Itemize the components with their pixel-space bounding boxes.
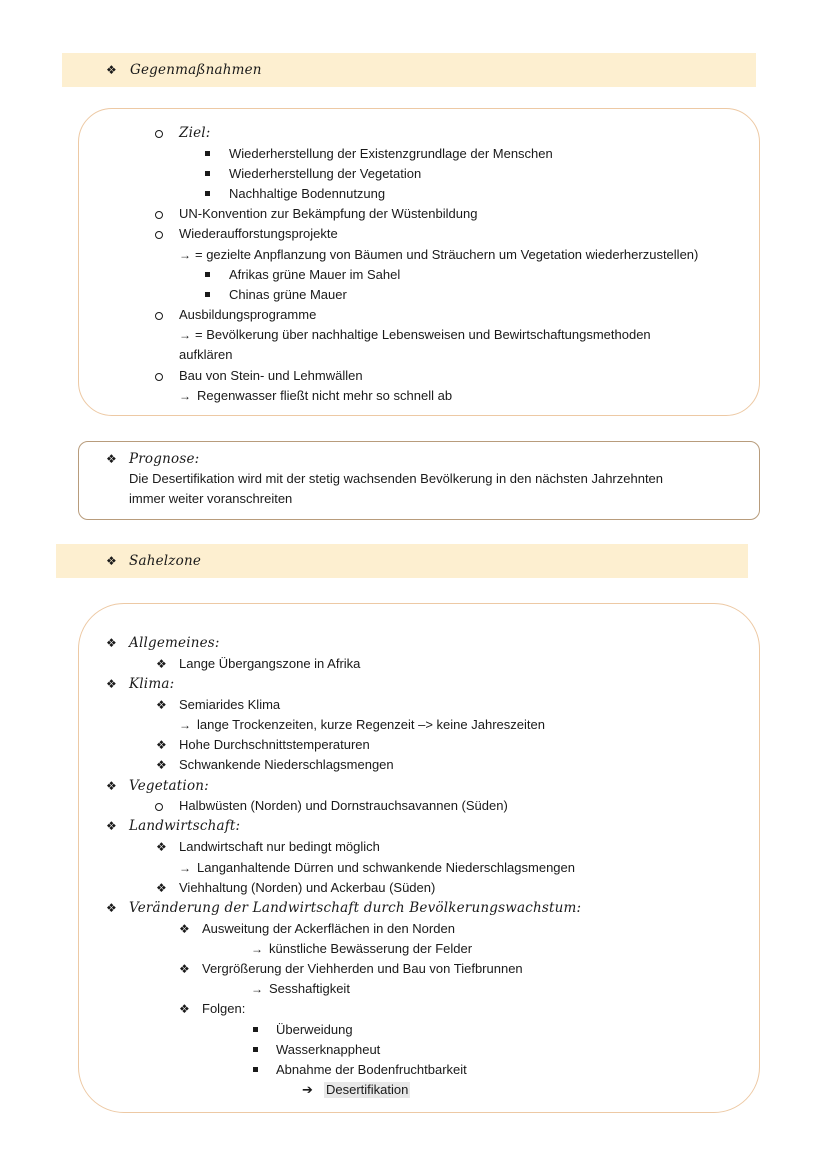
diamond-bullet-icon: ❖ (179, 962, 190, 976)
square-bullet-icon (253, 1047, 258, 1052)
arrow-icon: → (179, 861, 191, 875)
square-bullet-icon (205, 151, 210, 156)
mauer-item: Afrikas grüne Mauer im Sahel (229, 267, 401, 282)
veraenderung-item-desc: künstliche Bewässerung der Felder (269, 941, 473, 956)
landwirtschaft-label: Landwirtschaft: (129, 818, 241, 834)
ausbildung-desc: = Bevölkerung über nachhaltige Lebensweisen und Bewirtschaftungsmethoden (195, 327, 651, 342)
diamond-bullet-icon: ❖ (179, 922, 190, 936)
ziel-item: Wiederherstellung der Existenzgrundlage der Menschen (229, 146, 553, 161)
prognose-text: Die Desertifikation wird mit der stetig wachsenden Bevölkerung in den nächsten Jahrzehnten (129, 471, 664, 486)
diamond-bullet-icon: ❖ (179, 1002, 190, 1016)
square-bullet-icon (205, 171, 210, 176)
arrow-icon: → (179, 718, 191, 732)
diamond-bullet-icon: ❖ (106, 819, 117, 833)
landwirtschaft-item: Landwirtschaft nur bedingt möglich (179, 839, 380, 854)
klima-item-desc: lange Trockenzeiten, kurze Regenzeit –> keine Jahreszeiten (197, 717, 545, 732)
ziel-item: Nachhaltige Bodennutzung (229, 186, 386, 201)
un-convention: UN-Konvention zur Bekämpfung der Wüstenbildung (179, 206, 478, 221)
klima-item: Semiarides Klima (179, 697, 281, 712)
diamond-bullet-icon: ❖ (156, 738, 167, 752)
folgen-item: Wasserknappheut (276, 1042, 381, 1057)
circle-bullet-icon (155, 803, 163, 811)
klima-item: Hohe Durchschnittstemperaturen (179, 737, 370, 752)
veraenderung-item: Ausweitung der Ackerflächen in den Norden (202, 921, 455, 936)
diamond-bullet-icon: ❖ (106, 636, 117, 650)
vegetation-item: Halbwüsten (Norden) und Dornstrauchsavannen (Süden) (179, 798, 508, 813)
square-bullet-icon (205, 292, 210, 297)
arrow-icon: → (179, 248, 191, 262)
arrow-icon: → (251, 982, 263, 996)
bau-desc: Regenwasser fließt nicht mehr so schnell ab (197, 388, 453, 403)
mauer-item: Chinas grüne Mauer (229, 287, 347, 302)
arrow-icon: → (251, 942, 263, 956)
section-header-gegenmassnahmen (62, 53, 756, 87)
diamond-bullet-icon: ❖ (156, 758, 167, 772)
veraenderung-item-desc: Sesshaftigkeit (269, 981, 350, 996)
circle-bullet-icon (155, 130, 163, 138)
sahelzone-box (78, 603, 760, 1113)
wiederaufforstung-desc: = gezielte Anpflanzung von Bäumen und Sträuchern um Vegetation wiederherzustellen) (195, 247, 699, 262)
diamond-bullet-icon: ❖ (106, 677, 117, 691)
diamond-bullet-icon: ❖ (106, 779, 117, 793)
folgen-item: Überweidung (276, 1022, 353, 1037)
diamond-bullet-icon: ❖ (106, 554, 117, 568)
section-title: Sahelzone (129, 553, 202, 569)
circle-bullet-icon (155, 373, 163, 381)
veraenderung-label: Veränderung der Landwirtschaft durch Bevölkerungswachstum: (129, 900, 582, 916)
veraenderung-item: Vergrößerung der Viehherden und Bau von Tiefbrunnen (202, 961, 523, 976)
veraenderung-item: Folgen: (202, 1001, 246, 1016)
square-bullet-icon (253, 1027, 258, 1032)
ziel-label: Ziel: (179, 125, 211, 141)
diamond-bullet-icon: ❖ (156, 698, 167, 712)
section-title: Gegenmaßnahmen (130, 62, 262, 78)
section-header-sahelzone (56, 544, 748, 578)
square-bullet-icon (205, 191, 210, 196)
wiederaufforstung: Wiederaufforstungsprojekte (179, 226, 338, 241)
bold-arrow-icon: ➔ (302, 1082, 313, 1097)
diamond-bullet-icon: ❖ (106, 901, 117, 915)
circle-bullet-icon (155, 312, 163, 320)
diamond-bullet-icon: ❖ (156, 657, 167, 671)
folgen-item: Abnahme der Bodenfruchtbarkeit (276, 1062, 467, 1077)
vegetation-label: Vegetation: (129, 778, 209, 794)
prognose-label: Prognose: (129, 451, 200, 467)
landwirtschaft-item-desc: Langanhaltende Dürren und schwankende Niederschlagsmengen (197, 860, 575, 875)
circle-bullet-icon (155, 211, 163, 219)
diamond-bullet-icon: ❖ (106, 452, 117, 466)
bau: Bau von Stein- und Lehmwällen (179, 368, 363, 383)
desertifikation-result: Desertifikation (326, 1082, 409, 1097)
landwirtschaft-item: Viehhaltung (Norden) und Ackerbau (Süden) (179, 880, 436, 895)
diamond-bullet-icon: ❖ (106, 63, 117, 77)
allgemeines-label: Allgemeines: (129, 635, 220, 651)
klima-label: Klima: (129, 676, 175, 692)
arrow-icon: → (179, 328, 191, 342)
square-bullet-icon (253, 1067, 258, 1072)
ausbildung: Ausbildungsprogramme (179, 307, 317, 322)
square-bullet-icon (205, 272, 210, 277)
ziel-item: Wiederherstellung der Vegetation (229, 166, 422, 181)
ausbildung-desc-cont: aufklären (179, 347, 233, 362)
circle-bullet-icon (155, 231, 163, 239)
prognose-text-cont: immer weiter voranschreiten (129, 491, 293, 506)
diamond-bullet-icon: ❖ (156, 840, 167, 854)
klima-item: Schwankende Niederschlagsmengen (179, 757, 394, 772)
arrow-icon: → (179, 389, 191, 403)
allgemeines-item: Lange Übergangszone in Afrika (179, 656, 361, 671)
diamond-bullet-icon: ❖ (156, 881, 167, 895)
